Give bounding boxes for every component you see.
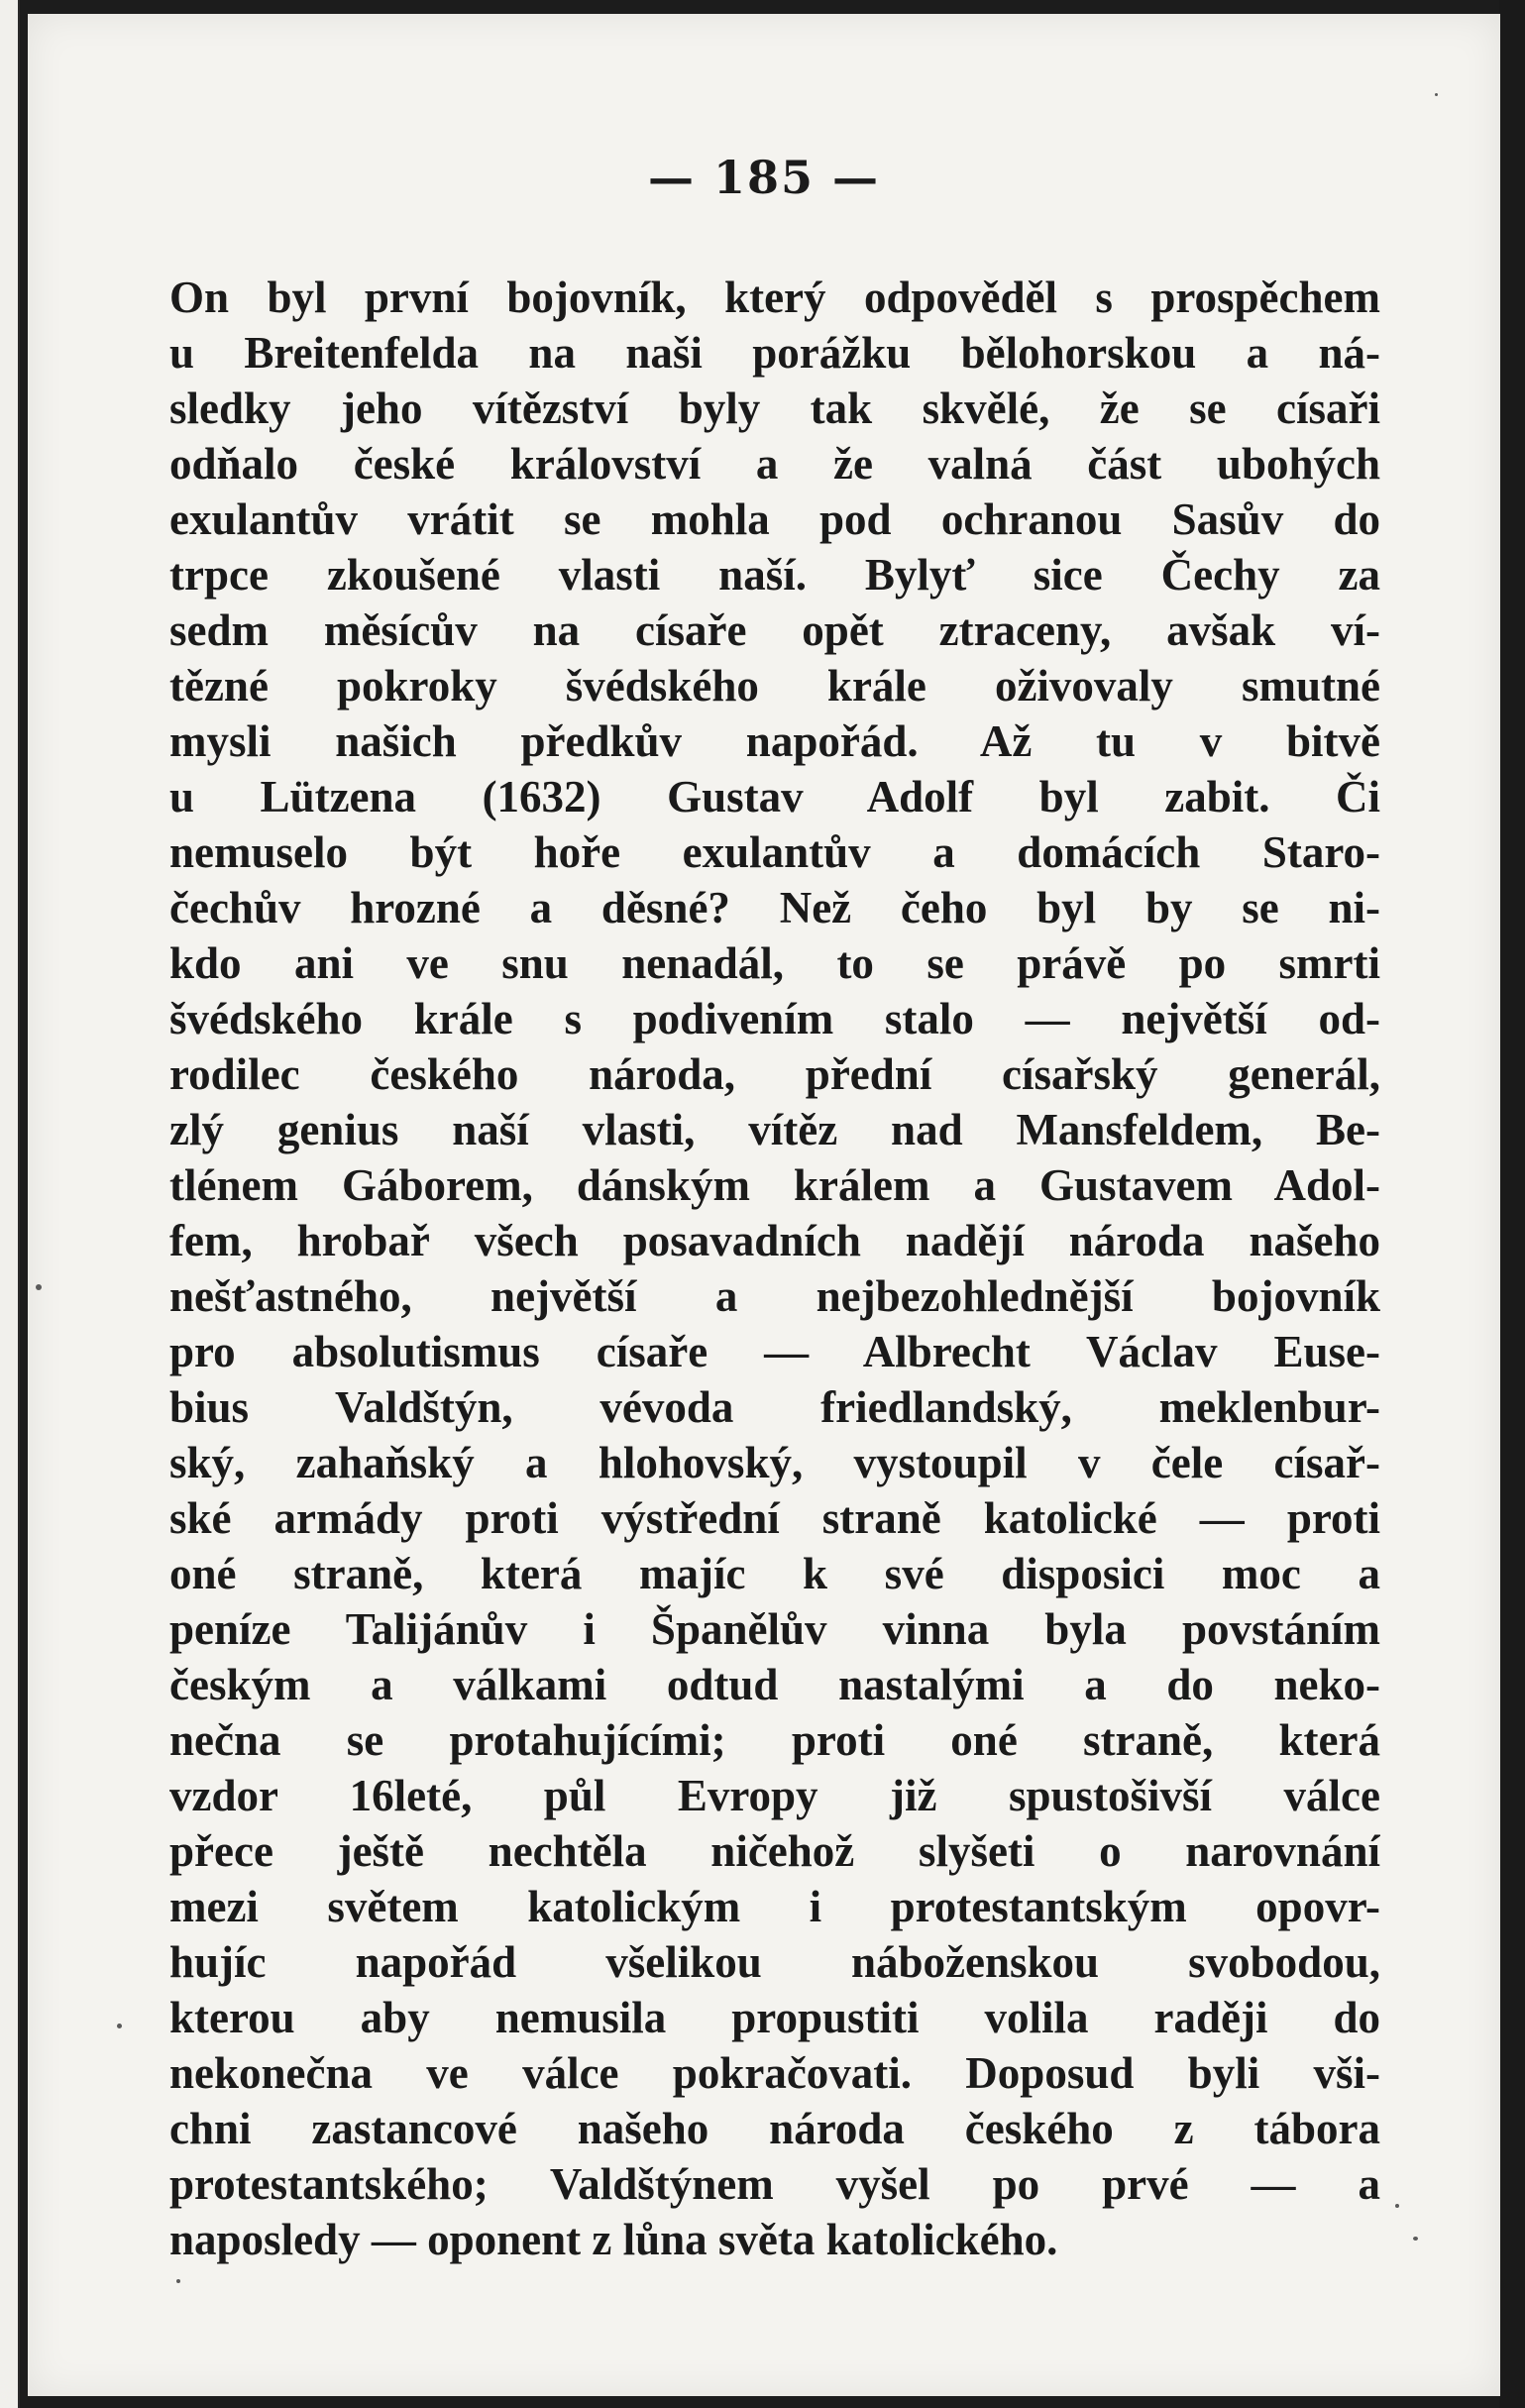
text-line: tězné pokroky švédského krále oživovaly smutné [169,661,1380,711]
text-line: přece ještě nechtěla ničehož slyšeti o narovnání [169,1826,1380,1876]
text-line: naposledy — oponent z lůna světa katolického. [169,2215,1058,2264]
previous-page-edge [0,0,20,2408]
text-line: čechův hrozné a děsné? Než čeho byl by se ni- [169,883,1380,932]
dust-speck [1413,2237,1418,2241]
scan-border-right [1499,0,1525,2408]
text-line: nečna se protahujícími; proti oné straně, která [169,1715,1380,1765]
text-line: nekonečna ve válce pokračovati. Doposud byli vši- [169,2048,1380,2098]
text-line: kdo ani ve snu nenadál, to se právě po smrti [169,938,1380,988]
text-line: ský, zahaňský a hlohovský, vystoupil v čele císař- [169,1438,1380,1487]
text-line: hujíc napořád všelikou náboženskou svobodou, [169,1937,1380,1987]
text-line: trpce zkoušené vlasti naší. Bylyť sice Čechy za [169,550,1380,600]
text-line: sedm měsícův na císaře opět ztraceny, avšak ví- [169,605,1380,655]
text-line: švédského krále s podivením stalo — největší od- [169,994,1380,1043]
text-line: protestantského; Valdštýnem vyšel po prvé — a [169,2159,1380,2209]
dust-speck [36,1284,42,1290]
text-line: fem, hrobař všech posavadních nadějí národa našeho [169,1216,1380,1265]
dust-speck [1395,2204,1399,2208]
text-line: nešťastného, největší a nejbezohlednější bojovník [169,1271,1380,1321]
text-line: mysli našich předkův napořád. Až tu v bitvě [169,716,1380,766]
text-line: kterou aby nemusila propustiti volila raději do [169,1993,1380,2042]
text-line: u Lützena (1632) Gustav Adolf byl zabit. Či [169,772,1380,821]
text-line: chni zastancové našeho národa českého z tábora [169,2104,1380,2153]
text-line: peníze Talijánův i Španělův vinna byla povstáním [169,1604,1380,1654]
text-line: nemuselo být hoře exulantův a domácích Staro- [169,827,1380,877]
text-line: bius Valdštýn, vévoda friedlandský, meklenbur- [169,1382,1380,1432]
text-line: českým a válkami odtud nastalými a do neko- [169,1660,1380,1709]
text-line: sledky jeho vítězství byly tak skvělé, že se císaři [169,383,1380,433]
text-line: tlénem Gáborem, dánským králem a Gustavem Adol- [169,1160,1380,1210]
dust-speck [176,2279,180,2283]
text-line: pro absolutismus císaře — Albrecht Václav Euse- [169,1327,1380,1376]
text-line: odňalo české království a že valná část ubohých [169,439,1380,489]
text-line: oné straně, která majíc k své disposici moc a [169,1549,1380,1598]
text-line: zlý genius naší vlasti, vítěz nad Mansfeldem, Be- [169,1105,1380,1154]
text-line: exulantův vrátit se mohla pod ochranou Sasův do [169,494,1380,544]
text-line: mezi světem katolickým i protestantským opovr- [169,1882,1380,1931]
text-line: ské armády proti výstřední straně katolické — proti [169,1493,1380,1543]
text-line: On byl první bojovník, který odpověděl s prospěchem [169,273,1380,322]
book-page [28,14,1500,2396]
text-line: vzdor 16leté, půl Evropy již spustošivší válce [169,1771,1380,1820]
text-line: rodilec českého národa, přední císařský generál, [169,1049,1380,1099]
body-text [169,270,1380,2267]
dust-speck [117,2024,122,2028]
text-line: u Breitenfelda na naši porážku bělohorskou a ná- [169,328,1380,378]
dust-speck [1435,93,1438,96]
page-number: — 185 — [647,151,881,204]
